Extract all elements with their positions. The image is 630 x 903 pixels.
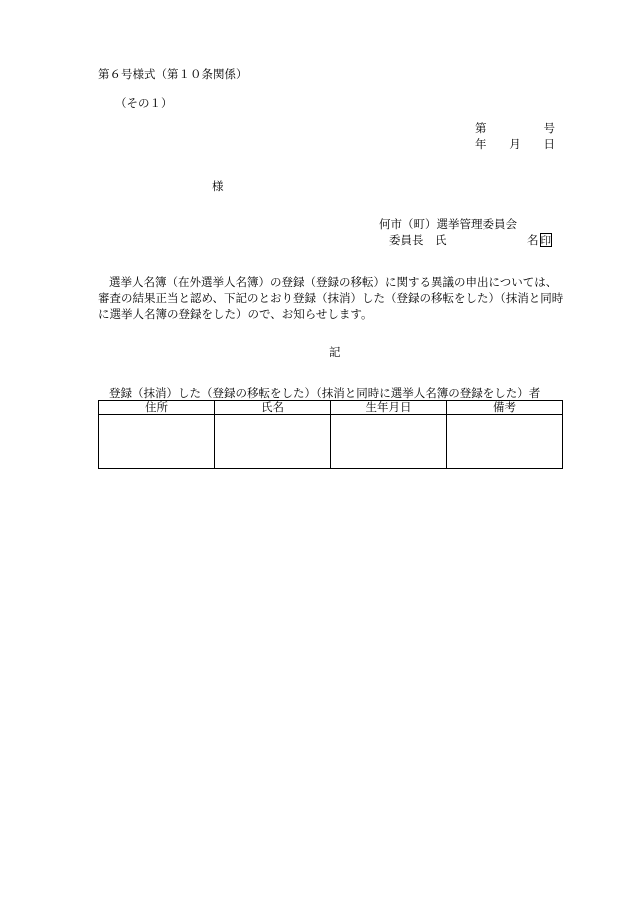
- cell-name: [215, 415, 331, 469]
- issue-date: [475, 137, 555, 151]
- cell-address: [99, 415, 215, 469]
- addressee-honorific: 様: [212, 179, 224, 193]
- table-header-row: [99, 401, 563, 415]
- column-header-address: 住所: [99, 401, 215, 415]
- column-header-birthdate: 生年月日: [331, 401, 447, 415]
- notice-body: 選挙人名簿（在外選挙人名簿）の登録（登録の移転）に関する異議の申出については、審査の結果正当と認め、下記のとおり登録（抹消）した（登録の移転をした）（抹消と同時に選挙人名簿の登録をした）ので、お知らせします。: [98, 275, 564, 321]
- doc-number-prefix: 第: [475, 121, 487, 135]
- column-header-remarks: 備考: [447, 401, 563, 415]
- ki-heading: 記: [329, 345, 341, 359]
- date-day: 日: [543, 137, 555, 151]
- table-caption: 登録（抹消）した（登録の移転をした）（抹消と同時に選挙人名簿の登録をした）者: [109, 386, 541, 400]
- chairman-title-label: 委員長 氏: [389, 233, 447, 247]
- date-year: 年: [475, 137, 487, 151]
- committee-name: 何市（町）選挙管理委員会: [379, 217, 517, 231]
- cell-remarks: [447, 415, 563, 469]
- name-label: 名: [527, 233, 539, 247]
- date-month: 月: [509, 137, 521, 151]
- document-number: [475, 121, 555, 135]
- form-title: 第６号様式（第１０条関係）: [98, 67, 248, 81]
- registered-persons-table: [98, 400, 563, 469]
- column-header-name: 氏名: [215, 401, 331, 415]
- chairman-signature: [527, 233, 552, 247]
- table-row: [99, 415, 563, 469]
- cell-birthdate: [331, 415, 447, 469]
- sub-number: （その１）: [115, 96, 173, 110]
- seal-stamp-box: 印: [540, 235, 551, 247]
- chairman-title: [389, 233, 447, 247]
- doc-number-suffix: 号: [543, 121, 555, 135]
